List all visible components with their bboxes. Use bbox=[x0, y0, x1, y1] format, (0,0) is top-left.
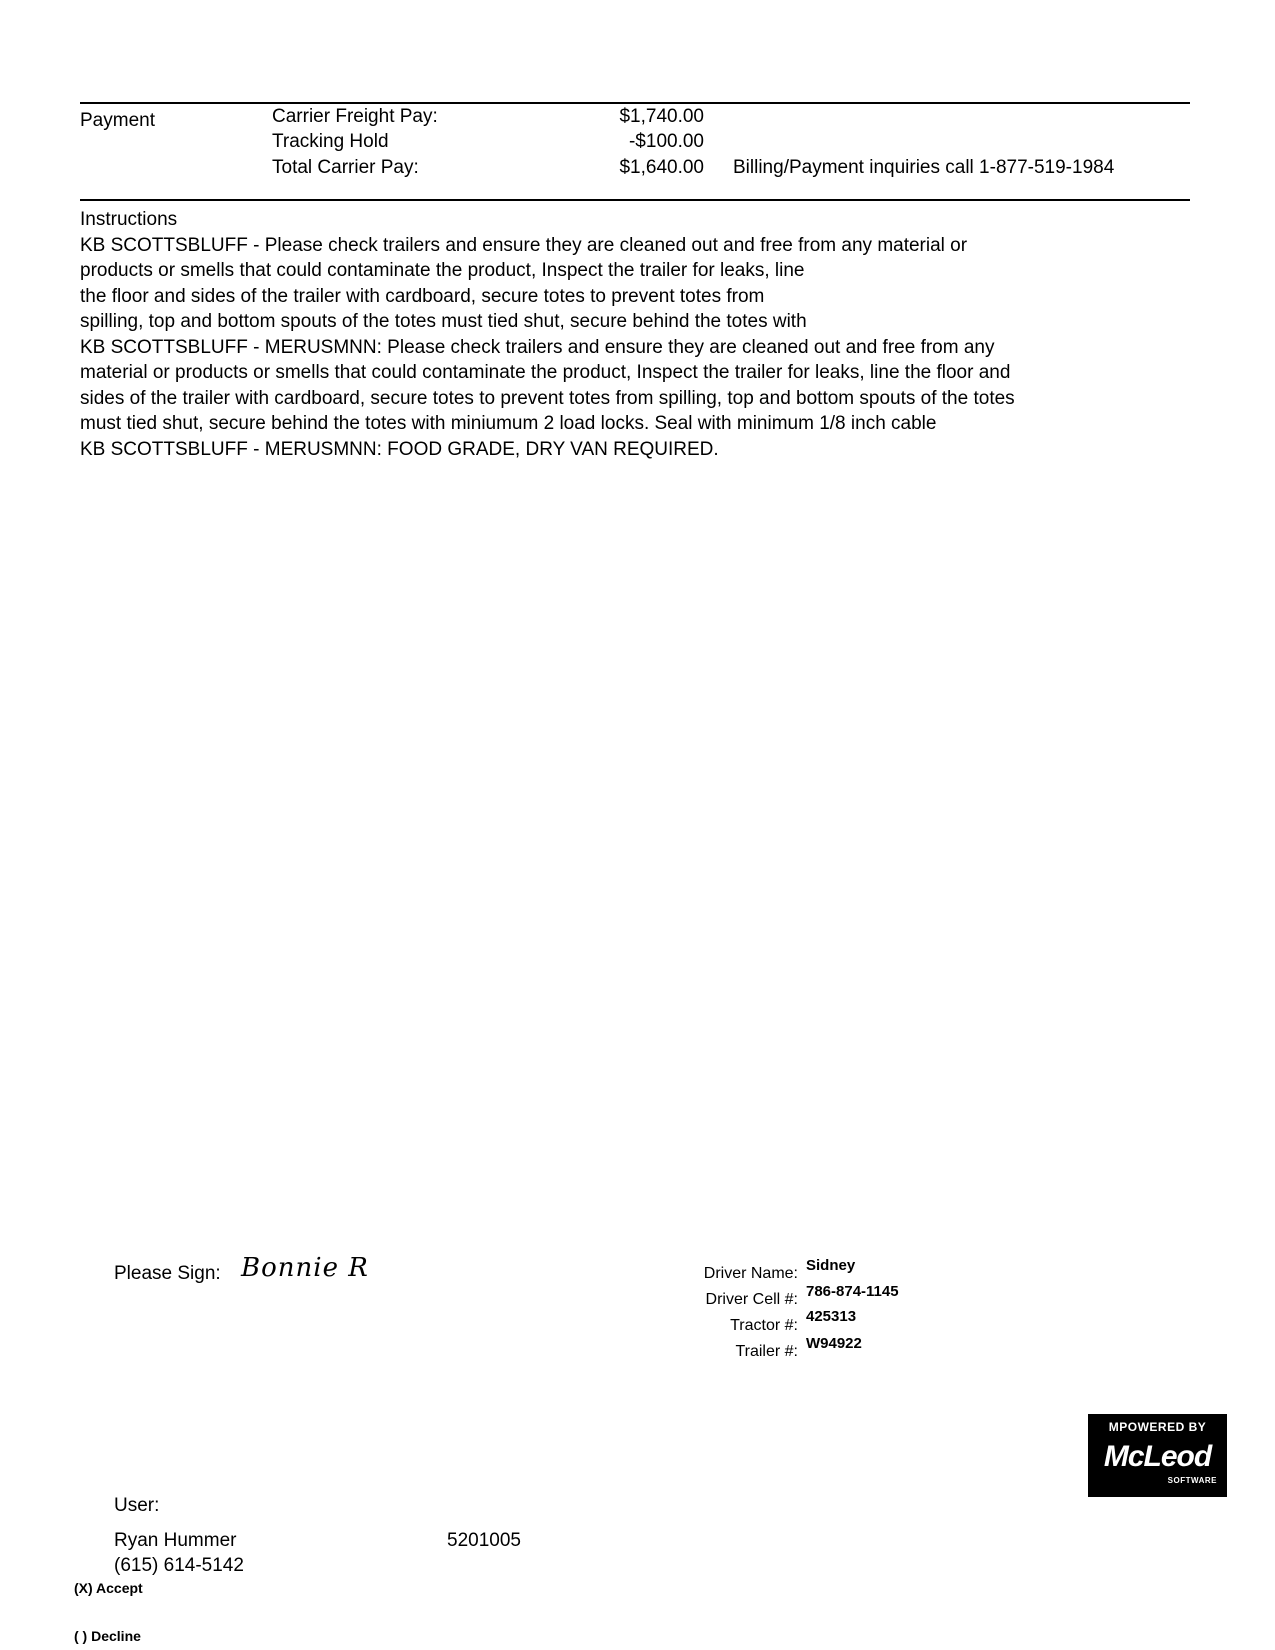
payment-divider bbox=[80, 199, 1190, 201]
driver-name-label: Driver Name: bbox=[703, 1265, 798, 1282]
carrier-freight-pay-amount: $1,740.00 bbox=[619, 106, 704, 127]
tractor-number-value: 425313 bbox=[806, 1308, 857, 1325]
instruction-line: products or smells that could contaminate the product, Inspect the trailer for leaks, line bbox=[80, 260, 805, 281]
instructions-heading: Instructions bbox=[80, 209, 178, 230]
instructions-section bbox=[80, 207, 1200, 462]
trailer-number-label: Trailer #: bbox=[735, 1343, 798, 1360]
signature-label: Please Sign: bbox=[114, 1263, 221, 1284]
instruction-line: KB SCOTTSBLUFF - Please check trailers and ensure they are cleaned out and free from any material or bbox=[80, 234, 968, 256]
payment-section-label: Payment bbox=[80, 110, 155, 131]
logo-brand-text: McLeod bbox=[1103, 1440, 1212, 1473]
trailer-number-value: W94922 bbox=[806, 1335, 862, 1352]
total-carrier-pay-amount: $1,640.00 bbox=[619, 157, 704, 178]
user-label: User: bbox=[114, 1495, 160, 1516]
driver-cell-value: 786-874-1145 bbox=[806, 1283, 899, 1300]
decline-option: ( ) Decline bbox=[74, 1628, 141, 1644]
user-phone: (615) 614-5142 bbox=[114, 1555, 244, 1576]
instruction-line: sides of the trailer with cardboard, secure totes to prevent totes from spilling, top and bottom spouts of the totes bbox=[80, 387, 1015, 409]
tracking-hold-amount: -$100.00 bbox=[628, 131, 704, 152]
billing-inquiry-note: Billing/Payment inquiries call 1-877-519-1984 bbox=[733, 157, 1115, 178]
accept-option: (X) Accept bbox=[74, 1580, 143, 1596]
driver-cell-label: Driver Cell #: bbox=[705, 1291, 798, 1308]
carrier-freight-pay-label: Carrier Freight Pay: bbox=[272, 106, 438, 127]
driver-name-value: Sidney bbox=[806, 1257, 856, 1274]
tracking-hold-label: Tracking Hold bbox=[272, 131, 389, 152]
total-carrier-pay-label: Total Carrier Pay: bbox=[272, 157, 419, 178]
instruction-line: material or products or smells that could contaminate the product, Inspect the trailer for leaks, line the floor and bbox=[80, 362, 1011, 383]
logo-sub-text: SOFTWARE bbox=[1167, 1476, 1217, 1485]
logo-top-text: MPOWERED BY bbox=[1108, 1420, 1207, 1434]
signature-value: Bonnie R bbox=[241, 1253, 369, 1283]
instruction-line: KB SCOTTSBLUFF - MERUSMNN: Please check trailers and ensure they are cleaned out and free from any bbox=[80, 336, 995, 358]
instruction-line: KB SCOTTSBLUFF - MERUSMNN: FOOD GRADE, DRY VAN REQUIRED. bbox=[80, 438, 719, 460]
instruction-line: must tied shut, secure behind the totes with miniumum 2 load locks. Seal with minimum 1/8 inch cable bbox=[80, 413, 937, 434]
user-id: 5201005 bbox=[447, 1530, 521, 1551]
instruction-line: the floor and sides of the trailer with cardboard, secure totes to prevent totes from bbox=[80, 285, 765, 307]
user-name: Ryan Hummer bbox=[114, 1530, 237, 1551]
tractor-number-label: Tractor #: bbox=[730, 1317, 798, 1334]
instruction-line: spilling, top and bottom spouts of the totes must tied shut, secure behind the totes with bbox=[80, 311, 807, 332]
mcleod-logo bbox=[1088, 1414, 1227, 1497]
